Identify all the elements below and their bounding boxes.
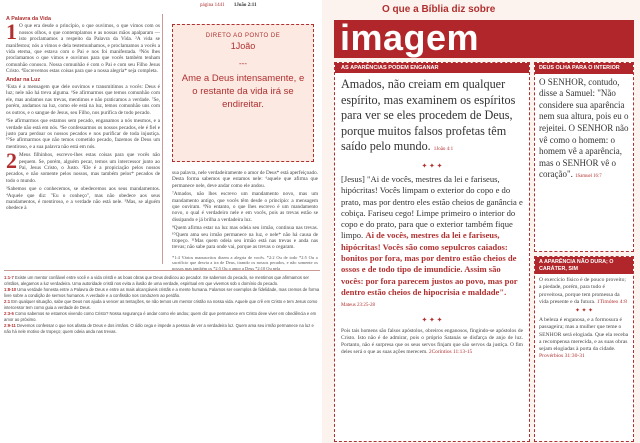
side-quote: O exercício físico é de pouco proveito; a piedade, porém, para tudo é proveitosa, porque tem promessa da vida presente e da futura. [539,277,626,305]
star-divider: ✦ ✦ ✦ [421,315,443,324]
note-text: Como sabemos se estamos vivendo como Cristo? Nossa segurança é andar como ele andou; quem diz que permanece em Cristo deve viver em obediência e em amor ao próximo. [4,311,317,322]
side-quote: A beleza é enganosa, e a formosura é passageira; mas a mulher que teme o SENHOR será elogiada. Que ela receba a recompensa merecida, e as suas obras sejam elogiadas à porta da cidade. [539,317,629,353]
callout-title: DIRETO AO PONTO DE [205,33,281,39]
study-note [4,323,320,334]
right-page [322,0,640,443]
paragraph-text: Meus filhinhos, escrevo-lhes estas coisas para que vocês não pequem. Se, porém, alguém pecar, temos um intercessor junto ao Pai, Jesus Cristo, o Justo. ²Ele é a propiciação pelos nossos pecados, e não somente pelos nossos, mas também pelos* pecados de todo o mundo. [6,152,160,184]
note-text: Devemos confessar o que nos afasta de Deus e dos irmãos. O ódio cega e impede a pessoa de ver a verdadeira luz. Quem ama seu irmão permanece na luz e não há nele motivo de tropeço; quem odeia anda nas trevas. [4,323,314,334]
star-divider: ✦ ✦ ✦ [574,308,594,314]
callout-ref: 1João [230,41,256,51]
paragraph: ⁸Se afirmarmos que estamos sem pecado, enganamos a nós mesmos, e a verdade não está em nós. ⁹Se confessarmos os nossos pecados, ele é fiel e justo para perdoar os nossos pecados e nos purificar de toda injustiça. ¹⁰Se afirmarmos que não temos cometido pecado, fazemos de Deus um mentiroso, e a sua palavra não está em nós. [6,118,160,150]
small-text: Pois tais homens são falsos apóstolos, obreiros enganosos, fingindo-se apóstolos de Cristo. Isto não é de admirar, pois o próprio Satanás se disfarça de anjo de luz. Portanto, não é surpresa que os seus servos finjam que são servos da justiça. O fim deles será o que as suas ações merecem. [341,327,523,355]
footnotes: *1:4 Vários manuscritos dizem a alegria de vocês. *2:2 Ou de todo *2:5 Ou o sacrifício que desvia a ira de Deus, tirando os nossos pecados, e não somente os nossos mas também os *2:5 Ou o amor a Deus *2:10 Ou nela [172,254,318,271]
side-box-interior [534,62,634,252]
study-notes [4,270,320,440]
note-ref: 2:9-11 [4,323,16,328]
side-box-character [534,256,634,442]
note-ref: 2:1 [4,299,11,304]
paragraph: ⁹Quem afirma estar na luz mas odeia seu irmão, continua nas trevas. ¹⁰Quem ama seu irmão permanece na luz, e nele* não há causa de tropeço. ¹¹Mas quem odeia seu irmão está nas trevas e anda nas trevas; não sabe para onde vai, porque as trevas o cegaram. [172,225,318,251]
side-text [535,274,633,363]
chapter-number-2: 2 [6,148,17,174]
verse-ref: 2Coríntios 11:13-15 [428,348,473,355]
page-ref: 1João 2:11 [233,3,257,8]
left-column [6,14,160,214]
study-note [4,311,320,322]
paragraph: ³Sabemos que o conhecemos, se obedecemos aos seus mandamentos. ⁴Aquele que diz: "Eu o conheço", mas não obedece aos seus mandamentos, é mentiroso, e a verdade não está nele. ⁵Mas, se alguém obedece à [6,186,160,212]
callout-dash: --- [239,59,247,68]
paragraph: ⁵Esta é a mensagem que dele ouvimos e transmitimos a vocês: Deus é luz; nele não há treva alguma. ⁶Se afirmarmos que temos comunhão com ele, mas andamos nas trevas, mentimos e não praticamos a verdade. ⁷Se, porém, andamos na luz, como ele está na luz, temos comunhão uns com os outros, e o sangue de Jesus, seu Filho, nos purifica de todo pecado. [6,84,160,116]
note-text: Em qualquer situação, sabe que Deus nos ajuda a vencer as tentações, se não temos um mentor cristão na nossa vida. Aquele que crê em Cristo e tem Jesus como intercessor tem como guia a verdade de Deus. [4,299,318,310]
body-intro: [Jesus] [341,173,365,184]
note-text: Uma verdade honesta entre a Palavra de Deus e entre as mais alcançáveis cristãs e a mente humana. Falamos ser exemplos de fidelidade, mas cremos de forma livre sobre a condição de sermos humanos. A verdade e a confissão nos conduzem ao perdão. [4,287,320,298]
note-ref: 1:1-7 [4,275,14,280]
study-note [4,299,320,310]
side-quote: O SENHOR, contudo, disse a Samuel: "Não considere sua aparência nem sua altura, pois eu o rejeitei. O SENHOR não vê como o homem: o homem vê a aparência, mas o SENHOR vê o coração". [539,76,629,180]
verse-ref: 1Timóteo 4:8 [596,298,627,305]
main-feature-box [334,62,530,442]
quote-text: Amados, não creiam em qualquer espírito, mas examinem os espíritos para ver se eles procedem de Deus, porque muitos falsos profetas têm saído pelo mundo. [341,77,516,154]
page-header [200,3,256,8]
side-text [535,74,633,186]
page-label: página 1441 [200,3,225,8]
verse-ref: Mateus 23:25-28 [341,303,376,309]
paragraph [6,19,160,75]
section-header: AS APARÊNCIAS PODEM ENGANAR [335,63,529,73]
section-heading-2: Andar na Luz [6,76,41,83]
note-text: Existe um mentor confiável entre você e a vida cristã e as boas obras que Deus dedicou ao pecador. Se sabemos do pecado, se mentimos que afirmamos ser cristãos, alegamos a luz verdadeira. Uma autoridade cristã nos evita a ilusão de uma verdade, espiritual em que vivemos sob o domínio do pecado. [4,275,309,286]
feature-body [335,174,529,312]
section-header: A APARÊNCIA NÃO DURA; O CARÁTER, SIM [535,257,633,274]
paragraph-text: O que era desde o princípio, o que ouvimos, o que vimos com os nossos olhos, o que contemplamos e as nossas mãos apalparam — isto proclamamos a respeito da Palavra da Vida. ²A vida se manifestou; nós a vimos e dela testemunhamos, e proclamamos a vocês a vida eterna, que estava com o Pai e nos foi manifestada. ³Nós lhes proclamamos o que vimos e ouvimos para que vocês também tenham comunhão conosco. Nossa comunhão é com o Pai e com seu Filho Jesus Cristo. ⁴Escrevemos estas coisas para que a nossa alegria* seja completa. [6,23,160,75]
study-note [4,275,320,286]
body-text: "Ai de vocês, mestres da lei e fariseus, hipócritas! Vocês limpam o exterior do copo e do prato, mas por dentro eles estão cheios de ganância e cobiça. Fariseu cego! Limpe primeiro o interior do copo e do prato, para que o exterior também fique limpo. [341,173,523,241]
section-header: DEUS OLHA PARA O INTERIOR [535,63,633,74]
column-divider [162,14,163,264]
feature-quote [335,73,529,158]
section-heading-1: A Palavra da Vida [6,16,51,22]
verse-ref: 1João 4:1 [433,147,454,153]
note-ref: 2:3-6 [4,311,14,316]
verse-ref: Provérbios 31:30-31 [539,353,585,360]
callout-quote: Ame a Deus intensamente, e o restante da vida irá se endireitar. [181,73,305,110]
feature-banner [334,17,634,58]
paragraph: sua palavra, nele verdadeiramente o amor de Deus* está aperfeiçoado. Desta forma sabemos que estamos nele: ⁶aquele que afirma que permanece nele, deve andar como ele andou. [172,170,318,189]
study-note [4,287,320,298]
feature-title: O que a Bíblia diz sobre [382,4,496,15]
banner-word: imagem [340,17,480,58]
note-ref: 1:8-10 [4,287,17,292]
paragraph [6,148,160,184]
middle-column [172,170,318,273]
star-divider: ✦ ✦ ✦ [421,161,443,170]
feature-small-text [335,328,529,356]
verse-ref: 1Samuel 16:7 [575,174,602,180]
chapter-number-1: 1 [6,19,17,45]
paragraph: ⁷Amados, não lhes escrevo um mandamento novo, mas um mandamento antigo, que vocês têm desde o princípio: a mensagem que ouviram. ⁸No entanto, o que lhes escrevo é um mandamento novo, o qual é verdadeiro nele e em vocês, pois as trevas estão se dissipando e já brilha a verdadeira luz. [172,191,318,223]
callout-box [172,24,314,162]
body-bold-text: Ai de vocês, mestres da lei e fariseus, hipócritas! Vocês são como sepulcros caiados: bonitos por fora, mas por dentro estão cheios de ossos e de todo tipo de imundície. Assim são vocês: por fora parecem justos ao povo, mas por dentro estão cheios de hipocrisia e maldade". [341,230,518,297]
